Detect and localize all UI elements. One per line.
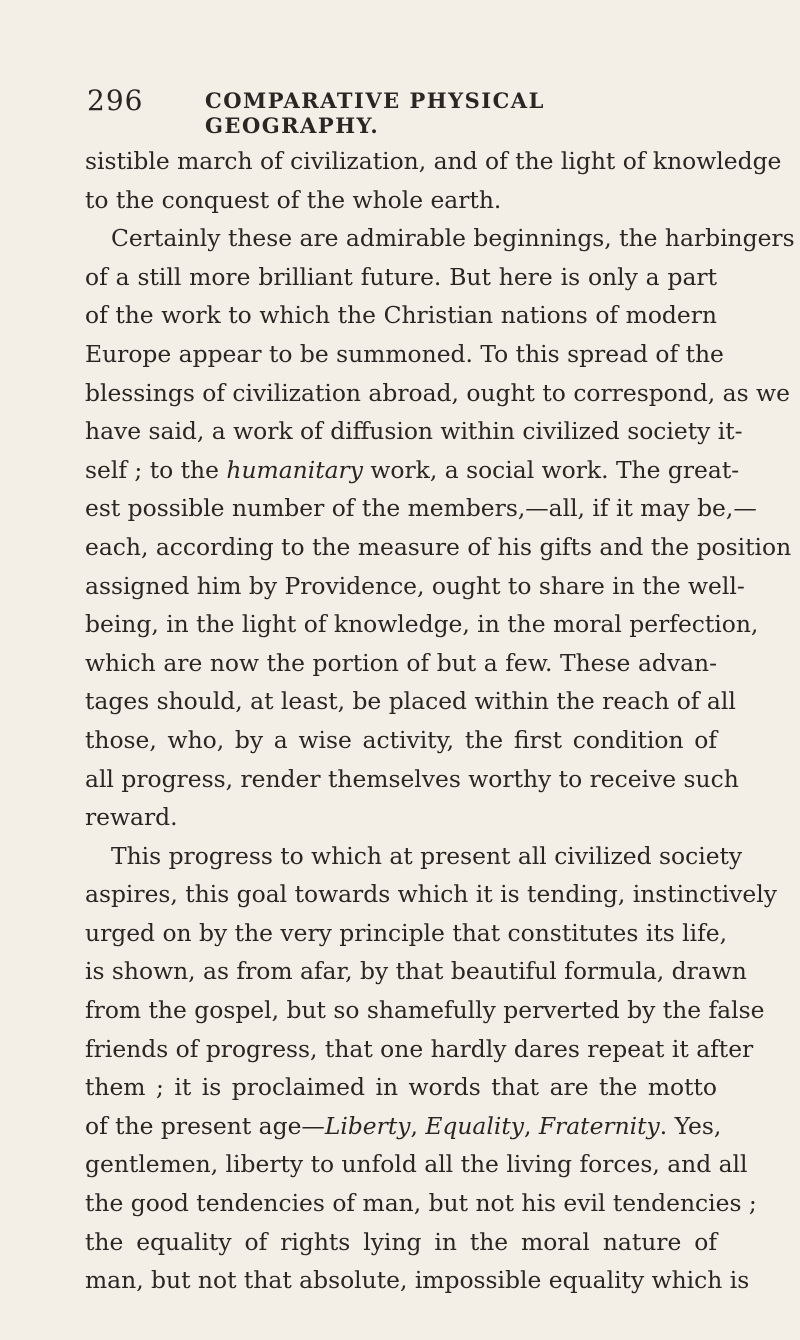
page-header	[87, 84, 715, 138]
text-run: work, a social work. The great-	[362, 455, 740, 484]
text-line: them ; it is proclaimed in words that are the motto	[85, 1073, 717, 1102]
text-line: is shown, as from afar, by that beautiful formula, drawn	[85, 957, 747, 986]
text-line: reward.	[85, 803, 178, 832]
text-line: est possible number of the members,—all, if it may be,—	[85, 494, 757, 523]
text-line: This progress to which at present all civilized society	[111, 841, 743, 870]
text-line: each, according to the measure of his gifts and the position	[85, 532, 792, 561]
text-line: man, but not that absolute, impossible equality which is	[85, 1266, 750, 1295]
text-line: gentlemen, liberty to unfold all the living forces, and all	[85, 1150, 748, 1179]
body-text	[85, 142, 795, 1300]
text-line	[85, 1107, 722, 1146]
text-line: all progress, render themselves worthy to receive such	[85, 764, 739, 793]
italic-word-equality: Equality	[425, 1111, 524, 1140]
text-line: from the gospel, but so shamefully perverted by the false	[85, 996, 765, 1025]
text-line: which are now the portion of but a few. These advan-	[85, 648, 717, 677]
text-line: of the work to which the Christian nations of modern	[85, 301, 717, 330]
text-line: tages should, at least, be placed within the reach of all	[85, 687, 736, 716]
text-line: of a still more brilliant future. But here is only a part	[85, 262, 717, 291]
text-line: Certainly these are admirable beginnings, the harbingers	[111, 224, 795, 253]
text-line: being, in the light of knowledge, in the moral perfection,	[85, 610, 759, 639]
text-run: ,	[410, 1111, 426, 1140]
text-line: those, who, by a wise activity, the first condition of	[85, 725, 717, 754]
text-run: . Yes,	[659, 1111, 722, 1140]
italic-word-liberty: Liberty	[324, 1111, 411, 1140]
text-line: assigned him by Providence, ought to share in the well-	[85, 571, 745, 600]
text-line: aspires, this goal towards which it is tending, instinctively	[85, 880, 777, 909]
text-line: blessings of civilization abroad, ought to correspond, as we	[85, 378, 790, 407]
text-run: self ; to the	[85, 455, 227, 484]
italic-word-fraternity: Fraternity	[538, 1111, 660, 1140]
page-number: 296	[87, 84, 144, 117]
text-line: sistible march of civilization, and of the light of knowledge	[85, 147, 782, 175]
text-line	[85, 451, 740, 490]
running-head: COMPARATIVE PHYSICAL GEOGRAPHY.	[205, 88, 545, 138]
text-run: of the present age—	[85, 1111, 325, 1140]
text-line: friends of progress, that one hardly dares repeat it after	[85, 1034, 754, 1063]
italic-word-humanitary: humanitary	[226, 455, 363, 484]
text-line: Europe appear to be summoned. To this spread of the	[85, 339, 724, 368]
text-line: have said, a work of diffusion within civilized society it-	[85, 417, 743, 446]
text-line: the equality of rights lying in the moral nature of	[85, 1227, 717, 1256]
text-line: the good tendencies of man, but not his evil tendencies ;	[85, 1189, 757, 1218]
text-line: urged on by the very principle that constitutes its life,	[85, 918, 728, 947]
text-run: ,	[523, 1111, 539, 1140]
text-line: to the conquest of the whole earth.	[85, 185, 502, 214]
